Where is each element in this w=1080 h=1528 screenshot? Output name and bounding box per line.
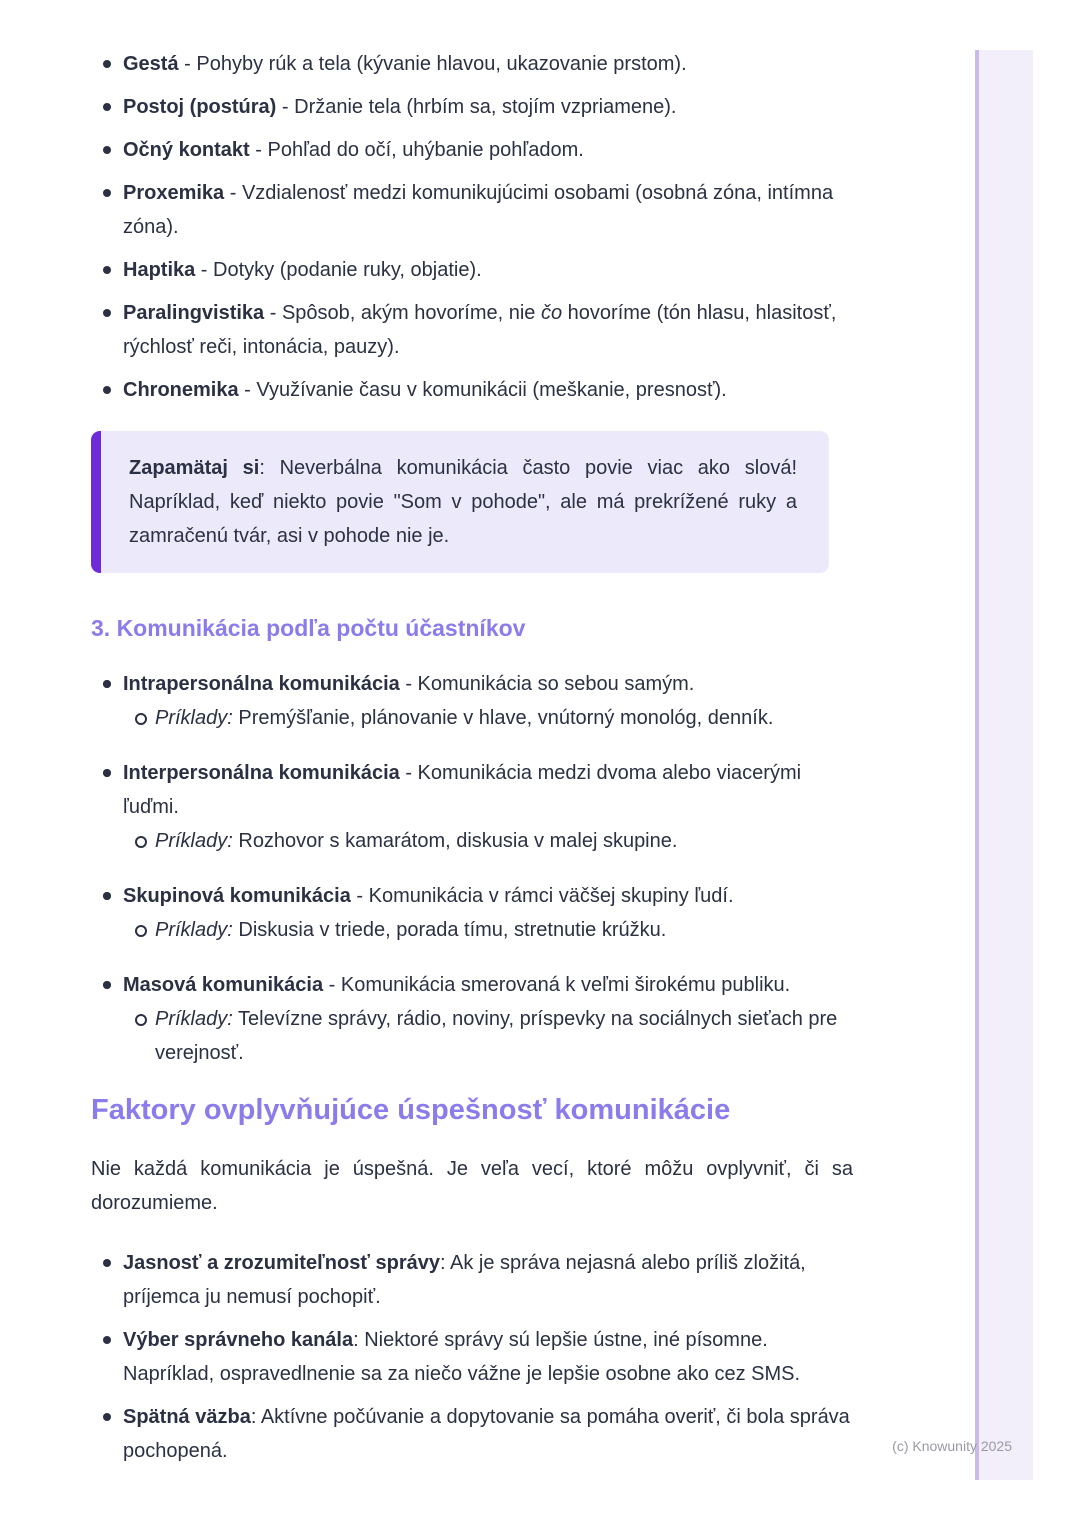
example-text: Rozhovor s kamarátom, diskusia v malej skupine.: [232, 830, 678, 852]
term: Jasnosť a zrozumiteľnosť správy: [123, 1252, 440, 1274]
example-text: Premýšľanie, plánovanie v hlave, vnútorný monológ, denník.: [232, 707, 774, 729]
example-text: Televízne správy, rádio, noviny, príspevky na sociálnych sieťach pre verejnosť.: [155, 1008, 838, 1064]
examples-sublist: [123, 824, 853, 858]
participants-list: [91, 667, 853, 1070]
term: Masová komunikácia: [123, 974, 324, 996]
nonverbal-item: [91, 47, 853, 81]
description: Komunikácia medzi dvoma alebo viacerými ľuďmi.: [123, 762, 802, 818]
description-italic: čo: [540, 302, 563, 324]
examples-sublist: [123, 1002, 853, 1070]
document-content: [91, 0, 853, 1477]
right-margin-strip: [975, 50, 1033, 1480]
callout-text: [129, 451, 797, 553]
factor-item: [91, 1323, 853, 1391]
description-post: hovoríme (tón hlasu, hlasitosť, rýchlosť reči, intonácia, pauzy).: [123, 302, 837, 358]
term: Výber správneho kanála: [123, 1329, 354, 1351]
item-line: [123, 974, 790, 996]
callout-label: Zapamätaj si: [129, 457, 260, 479]
separator: -: [238, 379, 257, 401]
participants-item: [91, 968, 853, 1070]
example-label: Príklady:: [155, 707, 233, 729]
participants-item: [91, 879, 853, 947]
separator: -: [399, 673, 418, 695]
separator: :: [439, 1252, 450, 1274]
callout-body: Neverbálna komunikácia často povie viac ako slová! Napríklad, keď niekto povie "Som v pohode", ale má prekrížené ruky a zamračenú tvár, asi v pohode nie je.: [129, 457, 797, 547]
copyright-footer: (c) Knowunity 2025: [892, 1438, 1012, 1454]
description: Pohľad do očí, uhýbanie pohľadom.: [267, 139, 584, 161]
examples-sublist: [123, 701, 853, 735]
description: Držanie tela (hrbím sa, stojím vzpriamene).: [294, 96, 677, 118]
term: Spätná väzba: [123, 1406, 251, 1428]
description: Využívanie času v komunikácii (meškanie, presnosť).: [256, 379, 727, 401]
separator: -: [399, 762, 418, 784]
separator: :: [250, 1406, 261, 1428]
item-line: [123, 885, 734, 907]
section-heading-participants: 3. Komunikácia podľa počtu účastníkov: [91, 615, 526, 641]
term: Postoj (postúra): [123, 96, 277, 118]
nonverbal-item: [91, 90, 853, 124]
nonverbal-item: [91, 133, 853, 167]
description: Komunikácia smerovaná k veľmi širokému publiku.: [340, 974, 791, 996]
examples-sublist: [123, 913, 853, 947]
separator: -: [276, 96, 295, 118]
term: Paralingvistika: [123, 302, 265, 324]
separator: -: [350, 885, 369, 907]
term: Chronemika: [123, 379, 239, 401]
description: Ak je správa nejasná alebo príliš zložitá, príjemca ju nemusí pochopiť.: [123, 1252, 806, 1308]
factors-list: [91, 1246, 853, 1468]
factor-item: [91, 1246, 853, 1314]
term: Interpersonálna komunikácia: [123, 762, 400, 784]
separator: -: [249, 139, 268, 161]
description: Komunikácia so sebou samým.: [417, 673, 695, 695]
term: Očný kontakt: [123, 139, 250, 161]
description-pre: Spôsob, akým hovoríme, nie: [281, 302, 541, 324]
description: Aktívne počúvanie a dopytovanie sa pomáha overiť, či bola správa pochopená.: [123, 1406, 850, 1462]
remember-callout: [91, 431, 829, 573]
nonverbal-item: [91, 253, 853, 287]
callout-colon: :: [259, 457, 280, 479]
example-item: [123, 913, 853, 947]
description: Niektoré správy sú lepšie ústne, iné písomne. Napríklad, ospravedlnenie sa za niečo vážne je lepšie osobne ako cez SMS.: [123, 1329, 801, 1385]
separator: -: [264, 302, 282, 324]
nonverbal-list: [91, 47, 853, 407]
participants-item: [91, 667, 853, 735]
term: Haptika: [123, 259, 196, 281]
example-item: [123, 824, 853, 858]
example-label: Príklady:: [155, 919, 233, 941]
example-item: [123, 701, 853, 735]
separator: -: [178, 53, 197, 75]
participants-item: [91, 756, 853, 858]
factor-item: [91, 1400, 853, 1468]
term: Intrapersonálna komunikácia: [123, 673, 400, 695]
separator: :: [353, 1329, 365, 1351]
description: Vzdialenosť medzi komunikujúcimi osobami (osobná zóna, intímna zóna).: [123, 182, 834, 238]
separator: -: [195, 259, 214, 281]
term: Proxemika: [123, 182, 225, 204]
intro-paragraph: Nie každá komunikácia je úspešná. Je veľa vecí, ktoré môžu ovplyvniť, či sa dorozumieme.: [91, 1158, 853, 1214]
description: Komunikácia v rámci väčšej skupiny ľudí.: [368, 885, 734, 907]
nonverbal-item: [91, 373, 853, 407]
description: Pohyby rúk a tela (kývanie hlavou, ukazovanie prstom).: [196, 53, 687, 75]
item-line: [123, 673, 694, 695]
example-text: Diskusia v triede, porada tímu, stretnutie krúžku.: [232, 919, 667, 941]
description: Dotyky (podanie ruky, objatie).: [213, 259, 482, 281]
term: Gestá: [123, 53, 179, 75]
separator: -: [224, 182, 242, 204]
example-item: [123, 1002, 853, 1070]
item-line: [123, 762, 801, 818]
nonverbal-item: [91, 176, 853, 244]
main-heading-factors: Faktory ovplyvňujúce úspešnosť komunikácie: [91, 1094, 731, 1126]
example-label: Príklady:: [155, 1008, 233, 1030]
separator: -: [323, 974, 341, 996]
example-label: Príklady:: [155, 830, 233, 852]
nonverbal-item: [91, 296, 853, 364]
term: Skupinová komunikácia: [123, 885, 351, 907]
